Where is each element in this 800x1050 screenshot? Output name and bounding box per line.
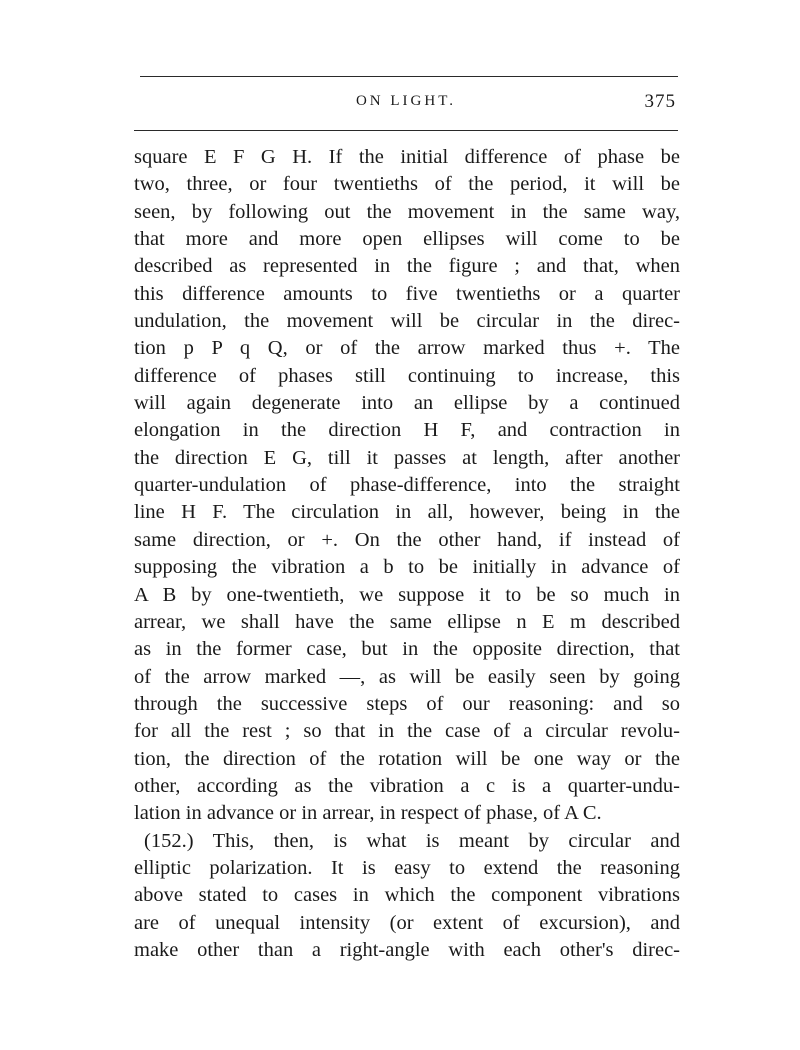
text-line: elliptic polarization. It is easy to extend the reasoning <box>134 856 680 879</box>
text-line: seen, by following out the movement in the same way, <box>134 200 680 223</box>
text-line: through the successive steps of our reasoning: and so <box>134 692 680 715</box>
text-line: elongation in the direction H F, and contraction in <box>134 419 680 442</box>
text-line: other, according as the vibration a c is a quarter-undu- <box>134 774 680 797</box>
text-line: this difference amounts to five twentieths or a quarter <box>134 282 680 305</box>
text-line: of the arrow marked —, as will be easily seen by going <box>134 665 680 688</box>
page-number: 375 <box>644 91 676 112</box>
text-line: undulation, the movement will be circular in the direc- <box>134 310 680 333</box>
text-line: quarter-undulation of phase-difference, into the straight <box>134 474 680 497</box>
text-line: line H F. The circulation in all, however, being in the <box>134 501 680 524</box>
text-line: as in the former case, but in the opposite direction, that <box>134 638 680 661</box>
text-line: that more and more open ellipses will come to be <box>134 228 680 251</box>
text-line: tion, the direction of the rotation will be one way or the <box>134 747 680 770</box>
paragraph-start-line: (152.) This, then, is what is meant by circular and <box>144 829 680 852</box>
text-line: are of unequal intensity (or extent of excursion), and <box>134 911 680 934</box>
text-line: two, three, or four twentieths of the period, it will be <box>134 173 680 196</box>
running-head <box>134 92 678 116</box>
text-line: square E F G H. If the initial difference of phase be <box>134 146 680 168</box>
text-line: described as represented in the figure ; and that, when <box>134 255 680 278</box>
text-line: arrear, we shall have the same ellipse n E m described <box>134 610 680 633</box>
text-line: lation in advance or in arrear, in respect of phase, of A C. <box>134 802 602 825</box>
header-rule-top <box>140 76 678 77</box>
running-title: ON LIGHT. <box>355 93 457 109</box>
text-line: A B by one-twentieth, we suppose it to be so much in <box>134 583 680 606</box>
body-text <box>134 144 680 964</box>
text-line: difference of phases still continuing to increase, this <box>134 364 680 387</box>
text-line: tion p P q Q, or of the arrow marked thus +. The <box>134 337 680 360</box>
text-line: the direction E G, till it passes at length, after another <box>134 446 680 469</box>
text-line: will again degenerate into an ellipse by a continued <box>134 392 680 415</box>
text-line: above stated to cases in which the component vibrations <box>134 884 680 907</box>
header-rule-bottom <box>134 130 678 131</box>
text-line: for all the rest ; so that in the case of a circular revolu- <box>134 720 680 743</box>
text-line: supposing the vibration a b to be initially in advance of <box>134 556 680 579</box>
text-line: make other than a right-angle with each other's direc- <box>134 938 680 961</box>
text-line: same direction, or +. On the other hand, if instead of <box>134 528 680 551</box>
